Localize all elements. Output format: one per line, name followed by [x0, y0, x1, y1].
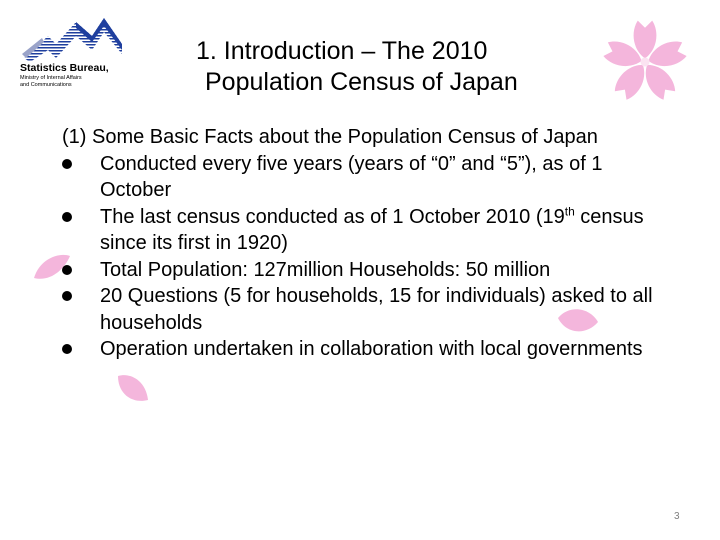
- section-heading: (1) Some Basic Facts about the Population Census of Japan: [62, 126, 598, 148]
- slide-title-line1: 1. Introduction – The 2010: [196, 37, 488, 65]
- bullet-text: 20 Questions (5 for households, 15 for individuals) asked to all households: [100, 285, 653, 334]
- bullet-item: [62, 204, 672, 257]
- slide-body: [62, 124, 672, 363]
- logo-subtitle: [20, 75, 82, 88]
- bullet-dot-icon: [62, 159, 72, 169]
- bullet-item: [62, 283, 672, 336]
- bullet-text: Operation undertaken in collaboration with local governments: [100, 338, 643, 360]
- bullet-item: [62, 336, 672, 363]
- bullet-item: [62, 151, 672, 204]
- logo-subtitle-line1: Ministry of Internal Affairs: [20, 75, 82, 81]
- cherry-blossom-icon: [600, 16, 690, 108]
- logo-name: Statistics Bureau,: [20, 62, 109, 74]
- bullet-text: The last census conducted as of 1 October 2010 (19: [100, 205, 565, 228]
- bullet-text: Conducted every five years (years of “0” and “5”), as of 1 October: [100, 152, 603, 201]
- bullet-text: Total Population: 127million Households: 50 million: [100, 258, 551, 281]
- slide-title-line2: Population Census of Japan: [205, 68, 518, 96]
- bullet-superscript: th: [564, 203, 575, 218]
- bullet-dot-icon: [62, 344, 72, 354]
- petal-decoration: [112, 372, 152, 406]
- bullet-item: [62, 257, 672, 284]
- page-number: 3: [674, 511, 680, 522]
- slide-title: [196, 36, 518, 98]
- bullet-list: [62, 151, 672, 363]
- logo-subtitle-line2: and Communications: [20, 81, 72, 88]
- bullet-dot-icon: [62, 265, 72, 275]
- bullet-dot-icon: [62, 291, 72, 301]
- bullet-text-cont: census since its first in 1920): [100, 205, 644, 254]
- bullet-dot-icon: [62, 212, 72, 222]
